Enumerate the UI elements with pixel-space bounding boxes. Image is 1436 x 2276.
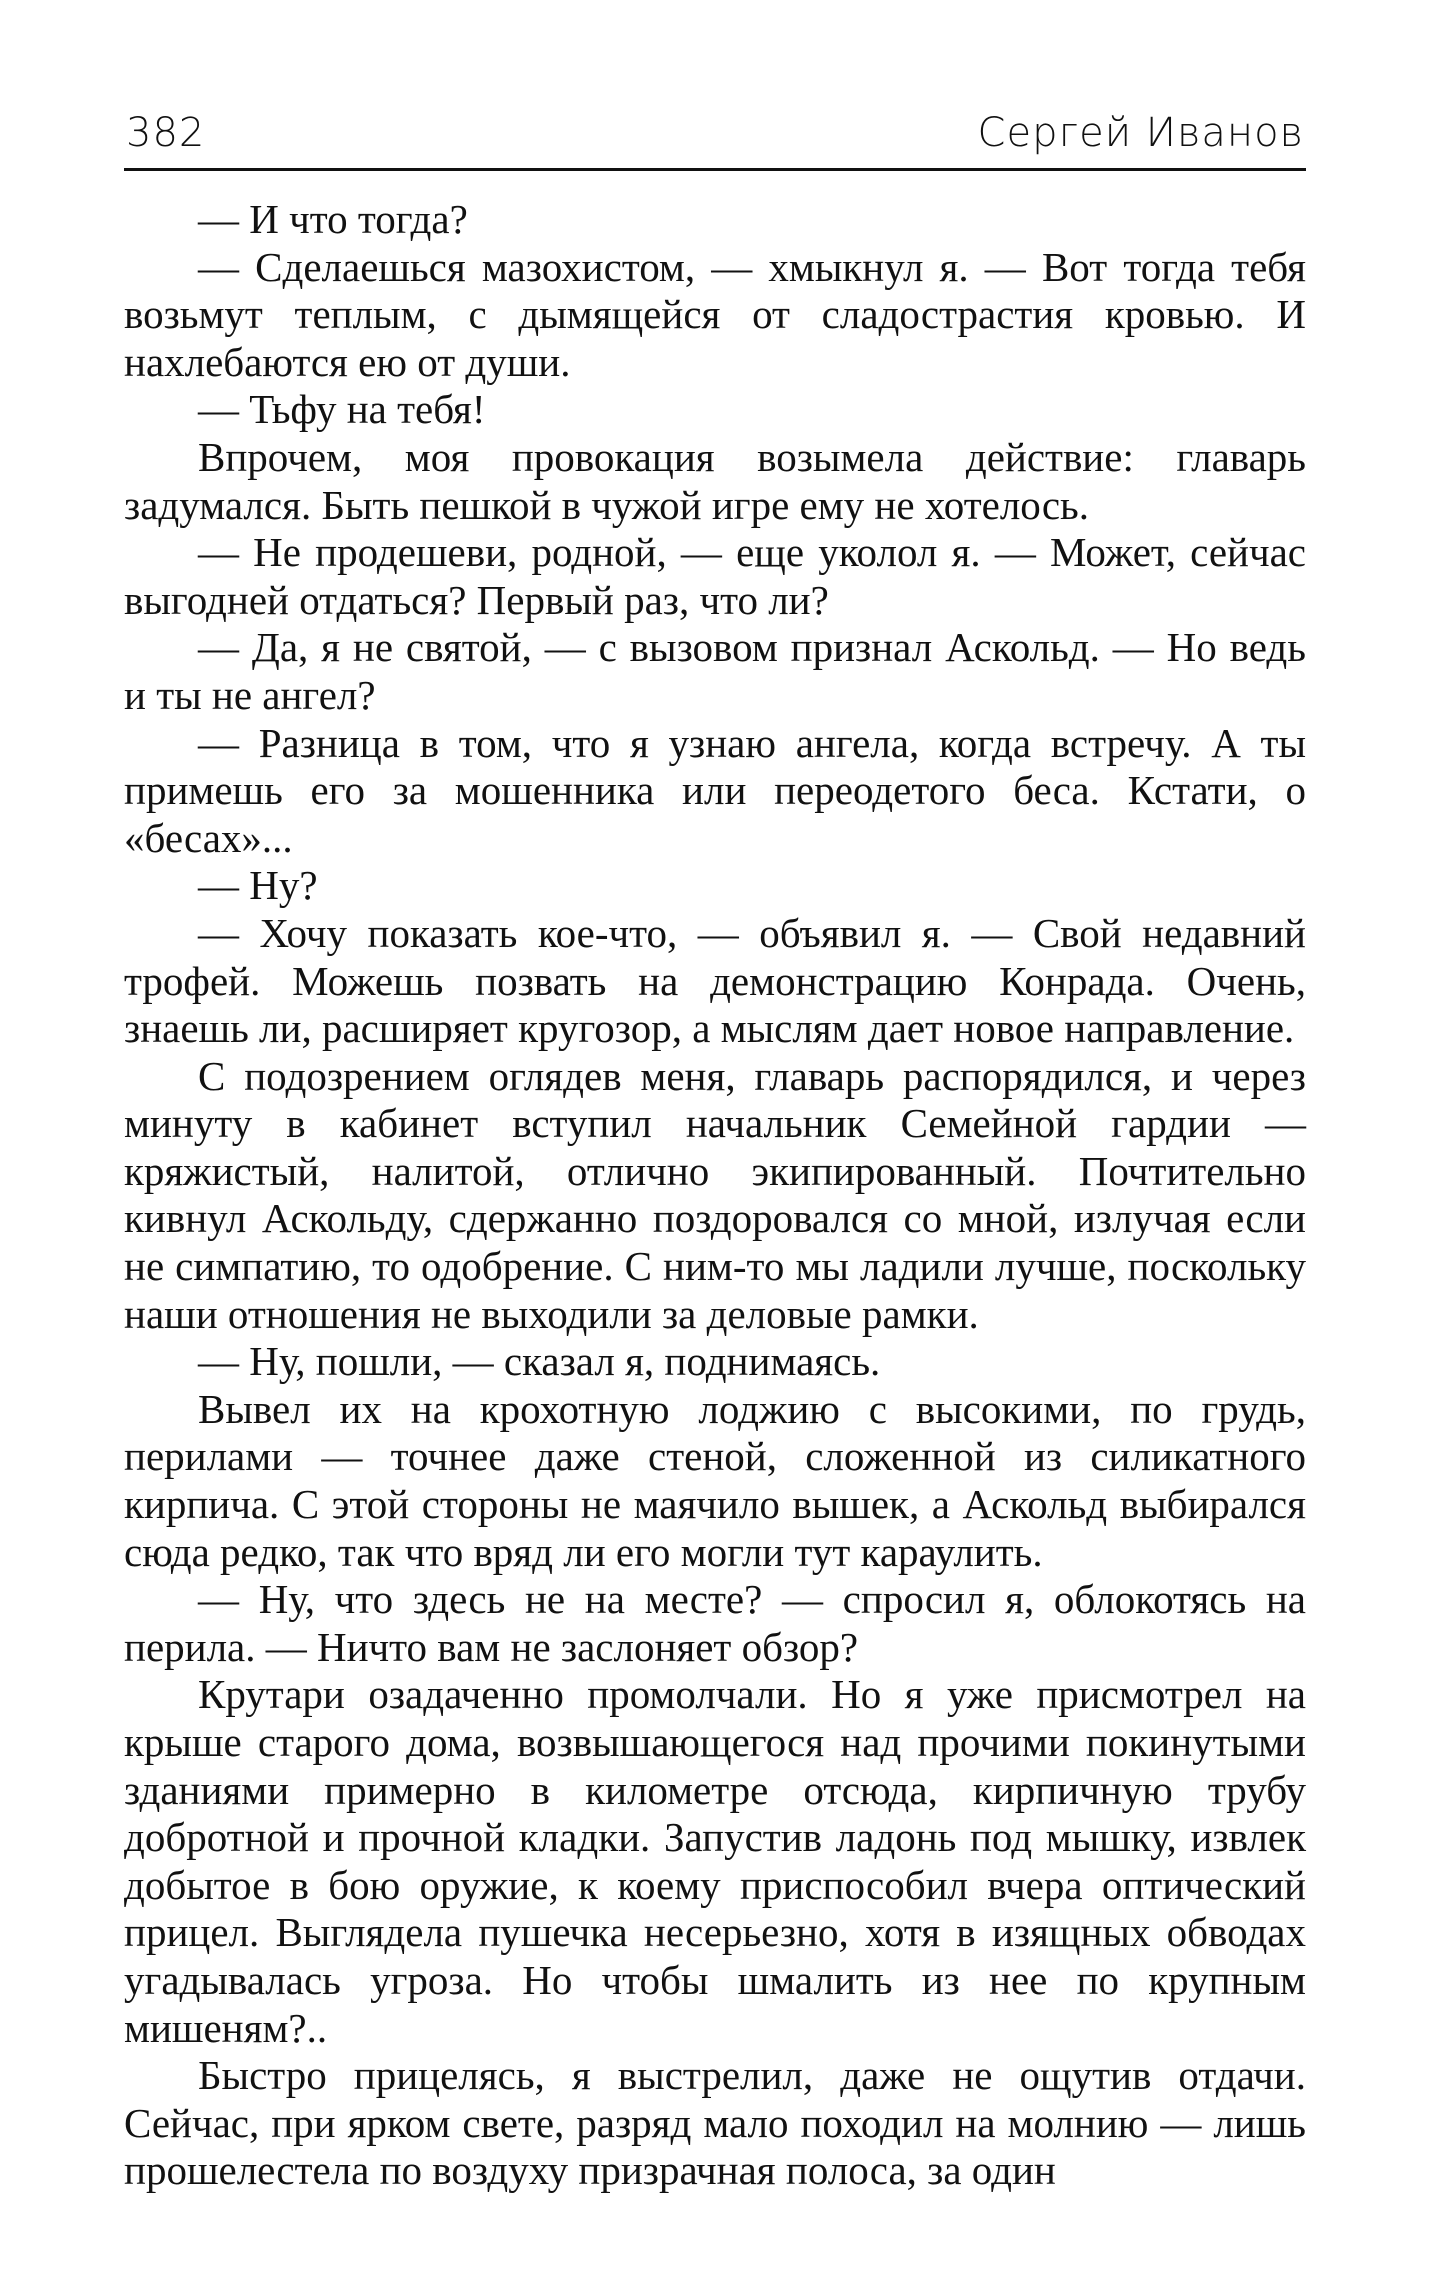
paragraph: — Разница в том, что я узнаю ангела, когда встречу. А ты примешь его за мошенника или переодетого беса. Кстати, о «бесах»... [124, 719, 1306, 861]
running-header-author: Сергей Иванов [977, 110, 1304, 156]
page-number: 382 [126, 110, 206, 156]
paragraph: — Сделаешься мазохистом, — хмыкнул я. — Вот тогда тебя возьмут теплым, с дымящейся от сладострастия кровью. И нахлебаются ею от души. [124, 243, 1306, 385]
paragraph: — И что тогда? [198, 196, 468, 242]
paragraph: — Тьфу на тебя! [198, 386, 486, 433]
paragraph: — Хочу показать кое-что, — объявил я. — Свой недавний трофей. Можешь позвать на демонстрацию Конрада. Очень, знаешь ли, расширяет кругозор, а мыслям дает новое направление. [124, 909, 1306, 1052]
paragraph: Вывел их на крохотную лоджию с высокими, по грудь, перилами — точнее даже стеной, сложенной из силикатного кирпича. С этой стороны не маячило вышек, а Аскольд выбирался сюда редко, так что вряд ли его могли тут караулить. [124, 1385, 1306, 1575]
paragraph: Быстро прицелясь, я выстрелил, даже не ощутив отдачи. Сейчас, при ярком свете, разряд мало походил на молнию — лишь прошелестела по воздуху призрачная полоса, за один [124, 2052, 1306, 2194]
running-header [124, 108, 1306, 171]
paragraph: Впрочем, моя провокация возымела действие: главарь задумался. Быть пешкой в чужой игре ему не хотелось. [124, 433, 1306, 528]
paragraph: — Ну, что здесь не на месте? — спросил я, облокотясь на перила. — Ничто вам не заслоняет обзор? [124, 1576, 1306, 1670]
paragraph: С подозрением оглядев меня, главарь распорядился, и через минуту в кабинет вступил начальник Семейной гардии — кряжистый, налитой, отлично экипированный. Почтительно кивнул Аскольду, сдержанно поздоровался со мной, излучая если не симпатию, то одобрение. С ним-то мы ладили лучше, поскольку наши отношения не выходили за деловые рамки. [124, 1052, 1306, 1337]
paragraph: — Да, я не святой, — с вызовом признал Аскольд. — Но ведь и ты не ангел? [124, 624, 1306, 718]
paragraph: Крутари озадаченно промолчали. Но я уже присмотрел на крыше старого дома, возвышающегося над прочими покинутыми зданиями примерно в километре отсюда, кирпичную трубу добротной и прочной кладки. Запустив ладонь под мышку, извлек добытое в бою оружие, к коему приспособил вчера оптический прицел. Выглядела пушечка несерьезно, хотя в изящных обводах угадывалась угроза. Но чтобы шмалить из нее по крупным мишеням?.. [124, 1671, 1306, 2051]
paragraph: — Ну? [198, 862, 318, 909]
paragraph: — Не продешеви, родной, — еще уколол я. — Может, сейчас выгодней отдаться? Первый раз, что ли? [124, 529, 1306, 623]
paragraph: — Ну, пошли, — сказал я, поднимаясь. [198, 1338, 881, 1385]
body-text [124, 196, 1306, 2195]
